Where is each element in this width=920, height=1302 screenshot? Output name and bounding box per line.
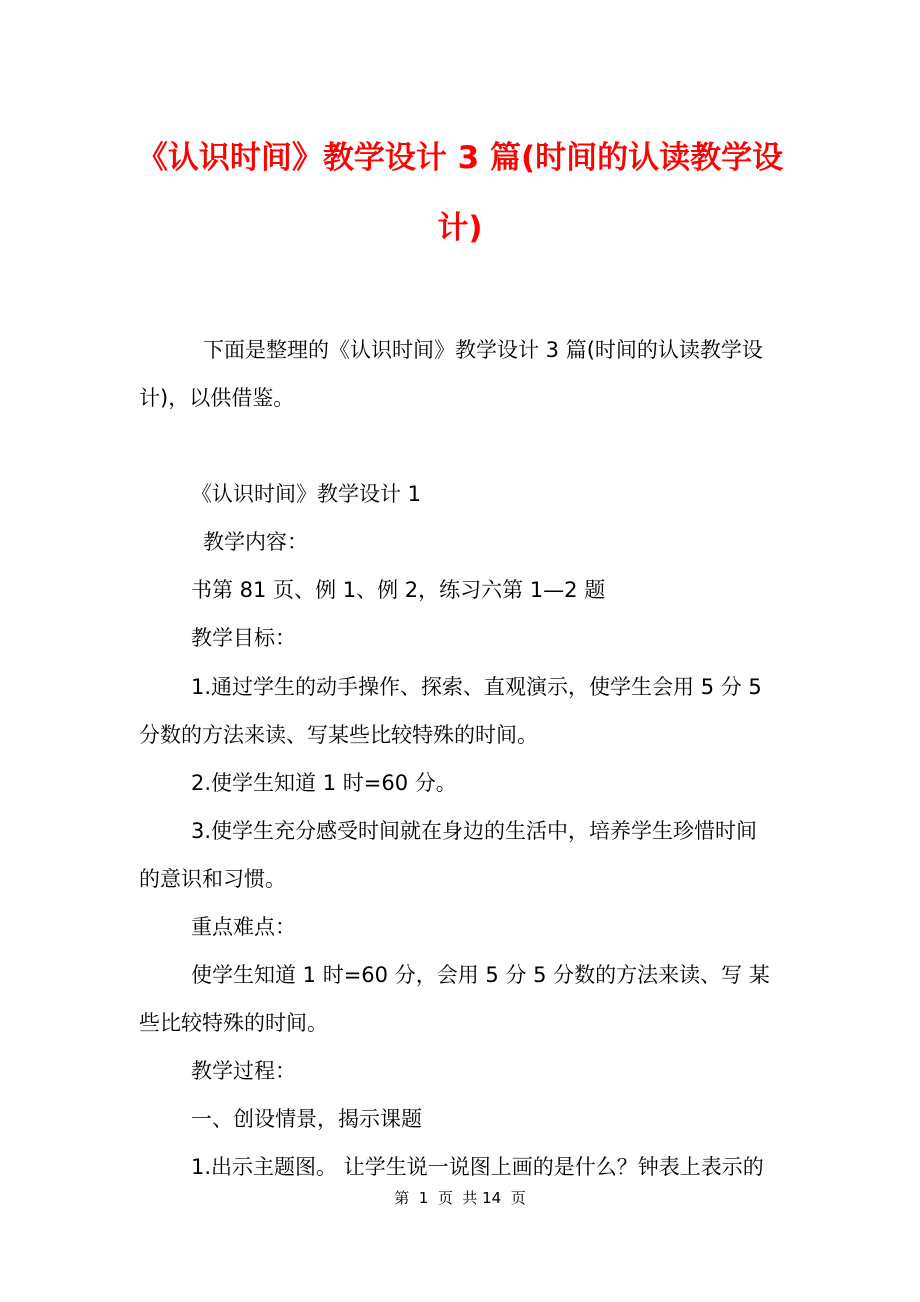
goal-1-line-2: 分数的方法来读、写某些比较特殊的时间。 — [139, 723, 538, 747]
title-line-2: 计) — [437, 210, 483, 246]
goal-3-line-1: 3.使学生充分感受时间就在身边的生活中，培养学生珍惜时间 — [191, 819, 758, 843]
keypoints-label: 重点难点： — [191, 915, 296, 939]
keypoints-line-2: 些比较特殊的时间。 — [139, 1011, 328, 1035]
goal-2: 2.使学生知道 1 时=60 分。 — [191, 771, 457, 795]
step-1-item-1: 1.出示主题图。 让学生说一说图上画的是什么？钟表上表示的 — [191, 1155, 764, 1179]
section-heading: 《认识时间》教学设计 1 — [191, 482, 422, 506]
intro-line-2: 计)，以供借鉴。 — [139, 386, 295, 410]
content-text: 书第 81 页、例 1、例 2，练习六第 1—2 题 — [191, 578, 606, 602]
intro-line-1: 下面是整理的《认识时间》教学设计 3 篇(时间的认读教学设 — [203, 338, 763, 362]
keypoints-line-1: 使学生知道 1 时=60 分，会用 5 分 5 分数的方法来读、写 某 — [191, 963, 770, 987]
title-line-1: 《认识时间》教学设计 3 篇(时间的认读教学设 — [136, 140, 784, 176]
goal-1-line-1: 1.通过学生的动手操作、探索、直观演示，使学生会用 5 分 5 — [191, 675, 762, 699]
step-1-heading: 一、创设情景，揭示课题 — [191, 1107, 422, 1131]
goal-3-line-2: 的意识和习惯。 — [139, 867, 286, 891]
process-label: 教学过程： — [191, 1059, 296, 1083]
content-label: 教学内容： — [203, 530, 308, 554]
page-footer: 第 1 页 共 14 页 — [394, 1189, 526, 1207]
goals-label: 教学目标： — [191, 626, 296, 650]
